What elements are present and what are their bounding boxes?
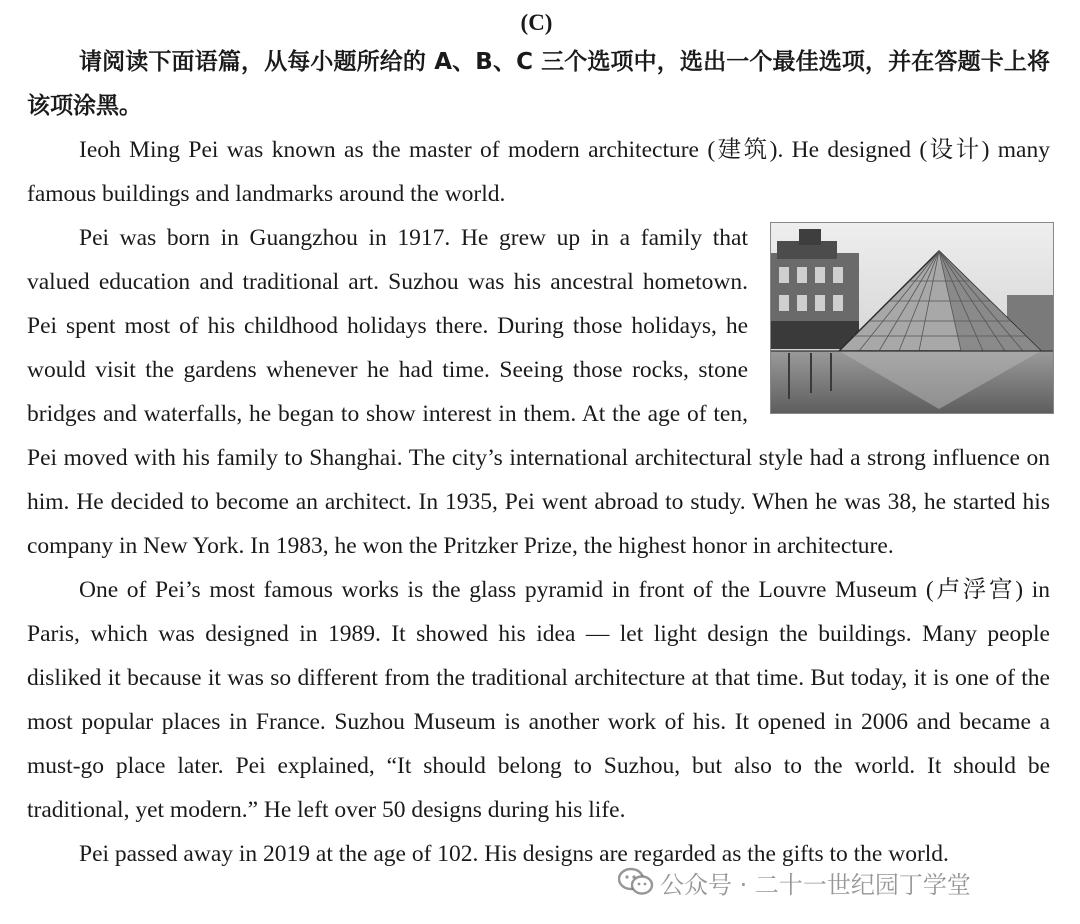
- instructions: 请阅读下面语篇，从每小题所给的 A、B、C 三个选项中，选出一个最佳选项，并在答题卡上将该项涂黑。: [27, 49, 1050, 119]
- louvre-pyramid-illustration: [771, 223, 1053, 413]
- document-page: [27, 6, 1050, 876]
- louvre-pyramid-photo: [770, 222, 1054, 414]
- section-label: (C): [520, 10, 553, 35]
- watermark-text: 公众号 · 二十一世纪园丁学堂: [660, 870, 971, 899]
- paragraph-famous-works: One of Pei’s most famous works is the glass pyramid in front of the Louvre Museum (卢浮宫) in Paris, which was designed in 1989. It showed his idea — let light design the buildings. Many people disliked it because it was so different from the traditional architecture at that time. But today, it is one of the most popular places in France. Suzhou Museum is another work of his. It opened in 2006 and became a must-go place later. Pei explained, “It should belong to Suzhou, but also to the world. It should be traditional, yet modern.” He left over 50 designs during his life.: [27, 577, 1050, 823]
- wechat-logo-icon: [618, 867, 654, 897]
- paragraph-legacy: Pei passed away in 2019 at the age of 102. His designs are regarded as the gifts to the world.: [79, 841, 949, 867]
- wechat-watermark: [618, 862, 971, 902]
- paragraph-early-life-text: Pei was born in Guangzhou in 1917. He grew up in a family that valued education and traditional art. Suzhou was his ancestral hometown. Pei spent most of his childhood holidays there. During those holidays, he would visit the gardens whenever he had time. Seeing those rocks, stone bridges and waterfalls, he began to show interest in them. At the age of ten, Pei moved with his family to Shanghai. The city’s international architectural style had a strong influence on him. He decided to become an architect. In 1935, Pei went abroad to study. When he was 38, he started his company in New York. In 1983, he won the Pritzker Prize, the highest honor in architecture.: [27, 225, 1050, 559]
- paragraph-intro: Ieoh Ming Pei was known as the master of modern architecture (建筑). He designed (设计) many famous buildings and landmarks around the world.: [27, 137, 1050, 207]
- paragraph-early-life: [27, 216, 1050, 568]
